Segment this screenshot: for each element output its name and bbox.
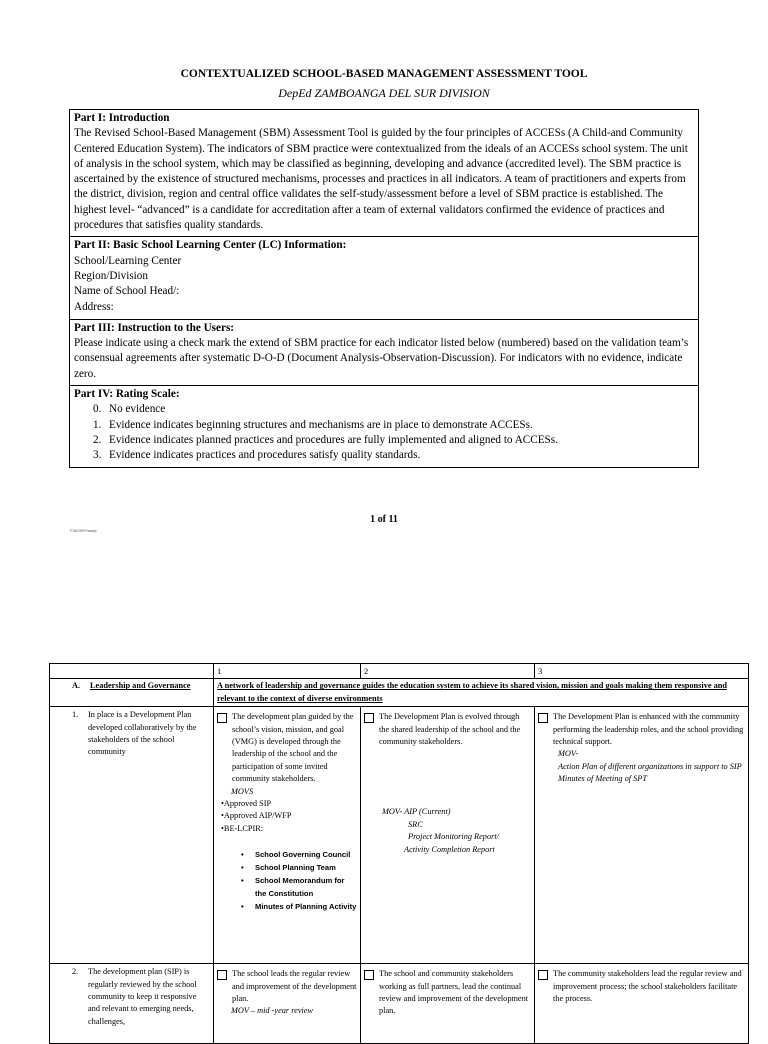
level-text: The Development Plan is evolved through the shared leadership of the school and the community stakeholders. [379, 712, 521, 747]
level1-cell-row2 [214, 964, 361, 1044]
grid-corner-cell [50, 664, 214, 679]
section-title: Leadership and Governance [90, 681, 191, 691]
checkbox-r1-l3[interactable] [538, 713, 548, 723]
part1-heading: Part I: Introduction [74, 112, 170, 124]
rating-number: 2. [93, 433, 102, 446]
level2-cell-row2 [361, 964, 535, 1044]
level-text: The community stakeholders lead the regular review and improvement process; the school stakeholders facilitate the process. [553, 969, 742, 1004]
part2-heading: Part II: Basic School Learning Center (LC) Information: [74, 239, 347, 252]
section-description: A network of leadership and governance guides the education system to achieve its shared vision, mission and goals making them responsive and relevant to the context of diverse environments [214, 679, 749, 707]
mov-line: SRC [408, 819, 423, 829]
mov-line: Project Monitoring Report/ [408, 832, 499, 842]
checkbox-r1-l2[interactable] [364, 713, 374, 723]
part2-line-head: Name of School Head/: [74, 285, 180, 298]
level-text: The development plan guided by the school’s vision, mission, and goal (VMG) is developed through the leadership of the school and the participation of some invited community stakeholders. [232, 712, 354, 784]
col-header-3: 3 [535, 664, 749, 679]
level3-cell-row2 [535, 964, 749, 1044]
level-text: The school and community stakeholders working as full partners, lead the continual review and improvement of the development plan. [379, 969, 529, 1016]
part1-cell [70, 110, 699, 237]
assessment-grid [49, 663, 749, 1044]
mov-line: MOV- AIP (Current) [382, 807, 451, 817]
rating-text: Evidence indicates planned practices and procedures are fully implemented and aligned to ACCESs. [109, 433, 558, 446]
part1-body: The Revised School-Based Management (SBM) Assessment Tool is guided by the four principles of ACCESs (A Child-and Community Centered Education System). The indicators of SBM practice were contextualized from the ideals of an ACCESs school system. The unit of analysis in the school system, which may be classified as beginning, developing and advance (accredited level). The SBM practice is ascertained by the existence of structured mechanisms, processes and practices in all indicators. A team of practitioners and experts from the district, division, region and central office validates the self-study/assessment before a level of SBM practice is established. The highest level- “advanced” is a candidate for accreditation after a team of external validators confirmed the evidence of practices and procedures that satisfies quality standards. [74, 127, 688, 232]
part2-line-region: Region/Division [74, 269, 148, 282]
mov-list [217, 798, 357, 835]
belcpir-list [217, 848, 357, 913]
document-title: CONTEXTUALIZED SCHOOL-BASED MANAGEMENT ASSESSMENT TOOL [180, 68, 588, 80]
mov-label: MOV- [558, 749, 579, 759]
level3-cell-row1 [535, 707, 749, 964]
indicator-text: In place is a Development Plan developed collaboratively by the stakeholders of the school community [88, 710, 197, 757]
level-text: The Development Plan is enhanced with the community performing the leadership roles, and the school providing technical support. [553, 712, 744, 747]
level2-cell-row1 [361, 707, 535, 964]
indicator-cell-1 [50, 707, 214, 964]
mov-line: Action Plan of different organizations in support to SIP [558, 761, 742, 771]
indicator-cell-2 [50, 964, 214, 1044]
rating-text: No evidence [109, 403, 166, 416]
rating-scale-list [74, 402, 694, 463]
rating-text: Evidence indicates beginning structures and mechanisms are in place to demonstrate ACCESs. [109, 418, 533, 431]
level1-cell-row1 [214, 707, 361, 964]
rating-number: 3. [93, 449, 102, 462]
belcpir-item: • School Memorandum for the Constitution [255, 874, 357, 900]
col-header-2: 2 [361, 664, 535, 679]
part3-heading: Part III: Instruction to the Users: [74, 321, 235, 334]
section-letter: A. [72, 681, 81, 691]
col-header-1: 1 [214, 664, 361, 679]
checkbox-r2-l1[interactable] [217, 970, 227, 980]
checkbox-r2-l2[interactable] [364, 970, 374, 980]
belcpir-item: • School Governing Council [255, 848, 357, 861]
mov-label: MOVS [231, 786, 254, 796]
document-subtitle: DepEd ZAMBOANGA DEL SUR DIVISION [278, 86, 490, 100]
part4-cell [70, 386, 699, 467]
rating-item [93, 448, 694, 463]
indicator-text: The development plan (SIP) is regularly reviewed by the school community to keep it responsive and relevant to emerging needs, challenges, [88, 967, 197, 1026]
belcpir-item: • Minutes of Planning Activity [255, 900, 357, 913]
indicator-number: 2. [72, 967, 79, 977]
mov-line: Minutes of Meeting of SPT [558, 774, 647, 784]
checkbox-r1-l1[interactable] [217, 713, 227, 723]
part3-body: Please indicate using a check mark the extend of SBM practice for each indicator listed below (numbered) based on the validation team’s consensual agreements after systematic D-O-D (Document Analysis-Observation-Discussion). For indicators with no evidence, indicate zero. [74, 337, 689, 380]
part2-line-school: School/Learning Center [74, 254, 182, 267]
mov-line: MOV – mid -year review [231, 1006, 314, 1016]
checkbox-r2-l3[interactable] [538, 970, 548, 980]
part2-line-address: Address: [74, 300, 114, 313]
indicator-number: 1. [72, 710, 79, 720]
belcpir-item: • School Planning Team [255, 861, 357, 874]
intro-table [69, 109, 699, 468]
footer-code: FTAD/SPE/wasjs [70, 529, 97, 533]
rating-text: Evidence indicates practices and procedures satisfy quality standards. [109, 449, 421, 462]
level-text: The school leads the regular review and improvement of the development plan. [232, 969, 357, 1004]
rating-item [93, 433, 694, 448]
mov-line: Activity Completion Report [404, 844, 495, 854]
part3-cell [70, 319, 699, 385]
rating-number: 0. [93, 403, 102, 416]
rating-number: 1. [93, 418, 102, 431]
part4-heading: Part IV: Rating Scale: [74, 388, 180, 401]
mov-item: • Approved AIP/WFP [221, 810, 357, 822]
rating-item [93, 418, 694, 433]
rating-item [93, 402, 694, 417]
mov-item: • BE-LCPIR: [221, 823, 357, 835]
part2-cell [70, 237, 699, 319]
section-label-cell [50, 679, 214, 707]
page-number: 1 of 11 [370, 514, 398, 525]
mov-item: • Approved SIP [221, 798, 357, 810]
